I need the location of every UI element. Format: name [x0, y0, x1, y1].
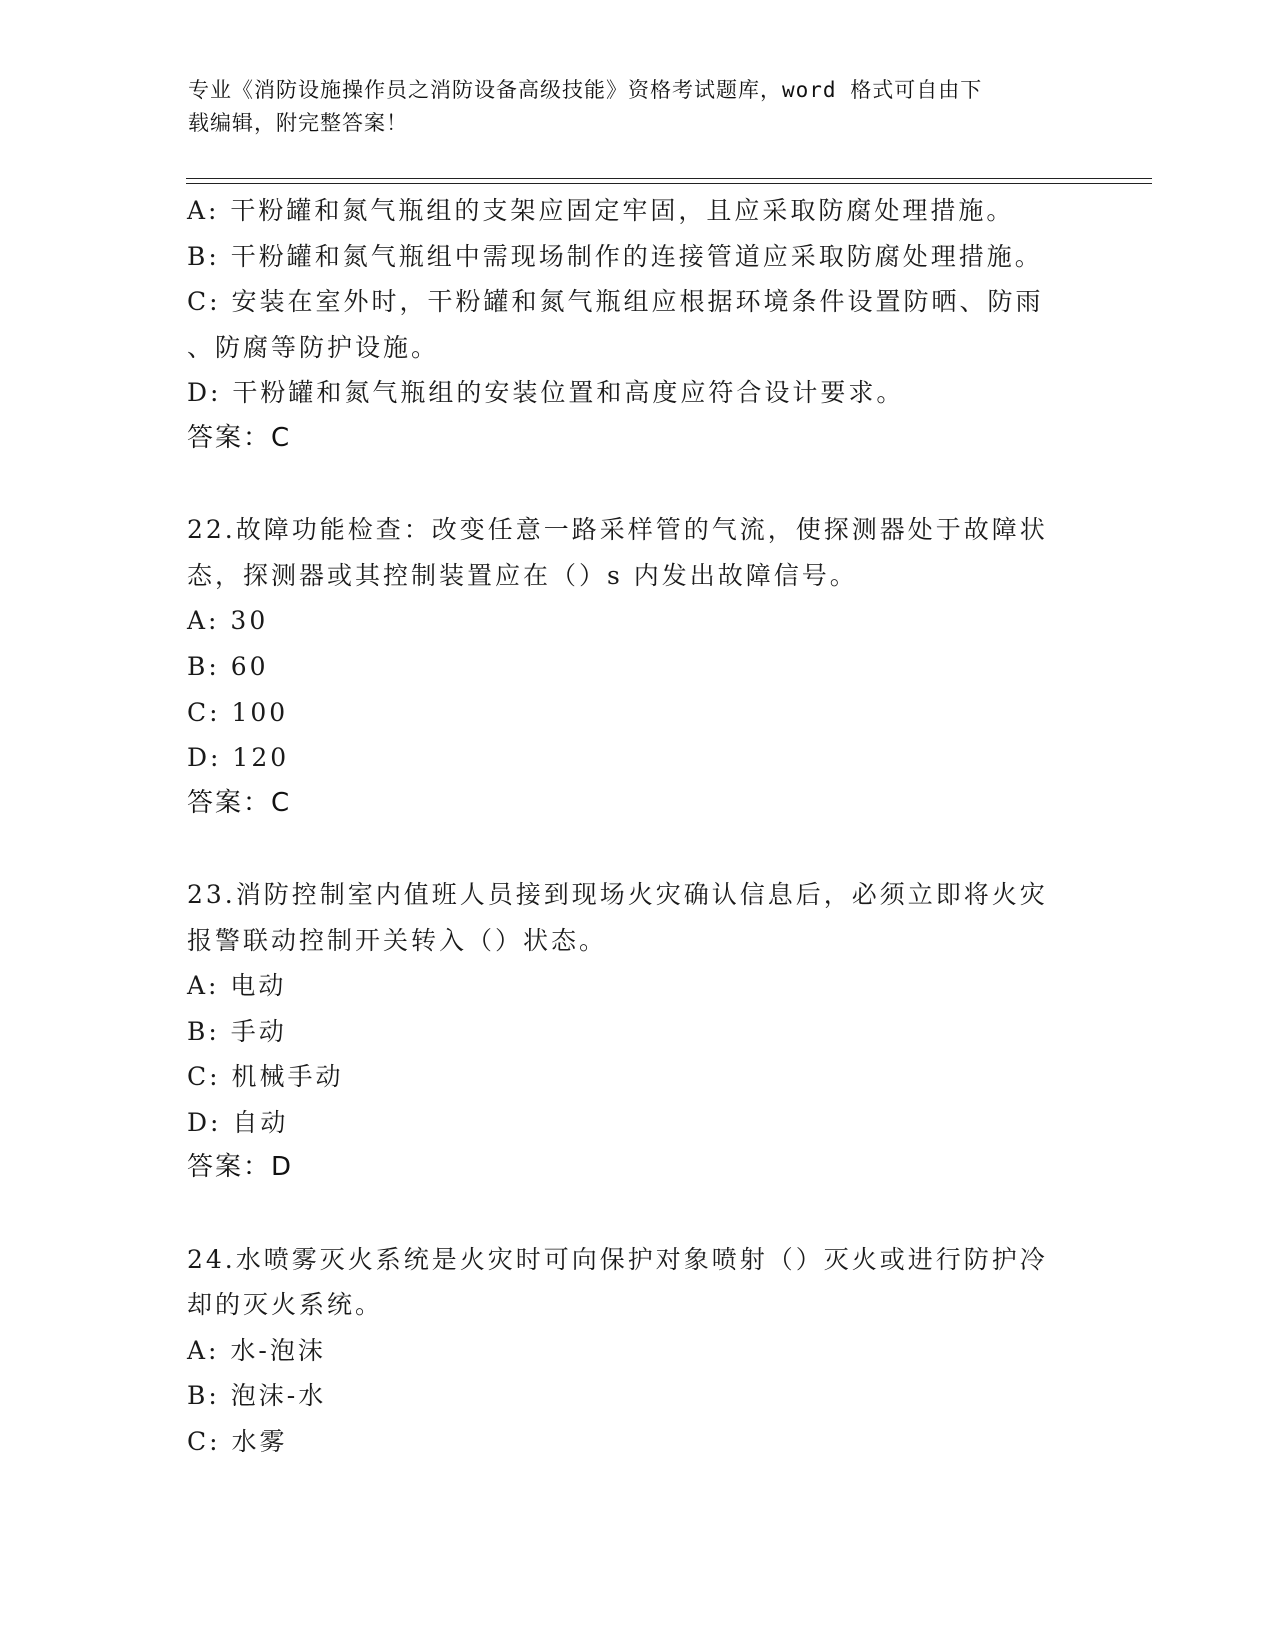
header-line-1: 专业《消防设施操作员之消防设备高级技能》资格考试题库，word 格式可自由下 — [188, 78, 983, 102]
question-24 — [187, 1237, 1087, 1465]
option-d: D: 120 — [187, 743, 290, 773]
option-b: B: 干粉罐和氮气瓶组中需现场制作的连接管道应采取防腐处理措施。 — [187, 241, 1043, 271]
question-stem-line-1: 23.消防控制室内值班人员接到现场火灾确认信息后，必须立即将火灾 — [187, 879, 1048, 909]
header-divider-top — [186, 178, 1152, 179]
question-21 — [187, 188, 1087, 462]
question-stem-line-2: 态，探测器或其控制装置应在（）s 内发出故障信号。 — [187, 560, 858, 590]
option-a: A: 30 — [187, 606, 269, 636]
question-23 — [187, 872, 1087, 1191]
question-stem-line-1: 24.水喷雾灭火系统是火灾时可向保护对象喷射（）灭火或进行防护冷 — [187, 1244, 1048, 1274]
option-c: C: 100 — [187, 697, 289, 727]
question-22 — [187, 507, 1087, 826]
option-c: C: 机械手动 — [187, 1062, 344, 1092]
option-d: D: 自动 — [187, 1107, 289, 1137]
option-b: B: 泡沫-水 — [187, 1381, 327, 1411]
document-header — [188, 74, 1088, 140]
spacer — [187, 826, 1087, 872]
option-a: A: 水-泡沫 — [187, 1335, 326, 1365]
answer: 答案：C — [187, 422, 292, 453]
option-d: D: 干粉罐和氮气瓶组的安装位置和高度应符合设计要求。 — [187, 378, 905, 408]
question-list — [187, 188, 1087, 1465]
answer: 答案：D — [187, 1152, 294, 1183]
spacer — [187, 462, 1087, 508]
option-c: C: 水雾 — [187, 1427, 288, 1457]
answer: 答案：C — [187, 787, 292, 818]
question-stem-line-2: 报警联动控制开关转入（）状态。 — [187, 925, 608, 955]
option-c: C: 安装在室外时，干粉罐和氮气瓶组应根据环境条件设置防晒、防雨 — [187, 287, 1044, 317]
spacer — [187, 1191, 1087, 1237]
option-b: B: 60 — [187, 651, 269, 681]
question-stem-line-1: 22.故障功能检查：改变任意一路采样管的气流，使探测器处于故障状 — [187, 515, 1048, 545]
option-a: A: 电动 — [187, 971, 287, 1001]
option-b: B: 手动 — [187, 1016, 287, 1046]
header-divider-bottom — [186, 183, 1152, 184]
question-stem-line-2: 却的灭火系统。 — [187, 1290, 384, 1320]
option-c-continued: 、防腐等防护设施。 — [187, 332, 440, 362]
header-line-2: 载编辑，附完整答案！ — [188, 111, 408, 135]
option-a: A: 干粉罐和氮气瓶组的支架应固定牢固，且应采取防腐处理措施。 — [187, 196, 1015, 225]
